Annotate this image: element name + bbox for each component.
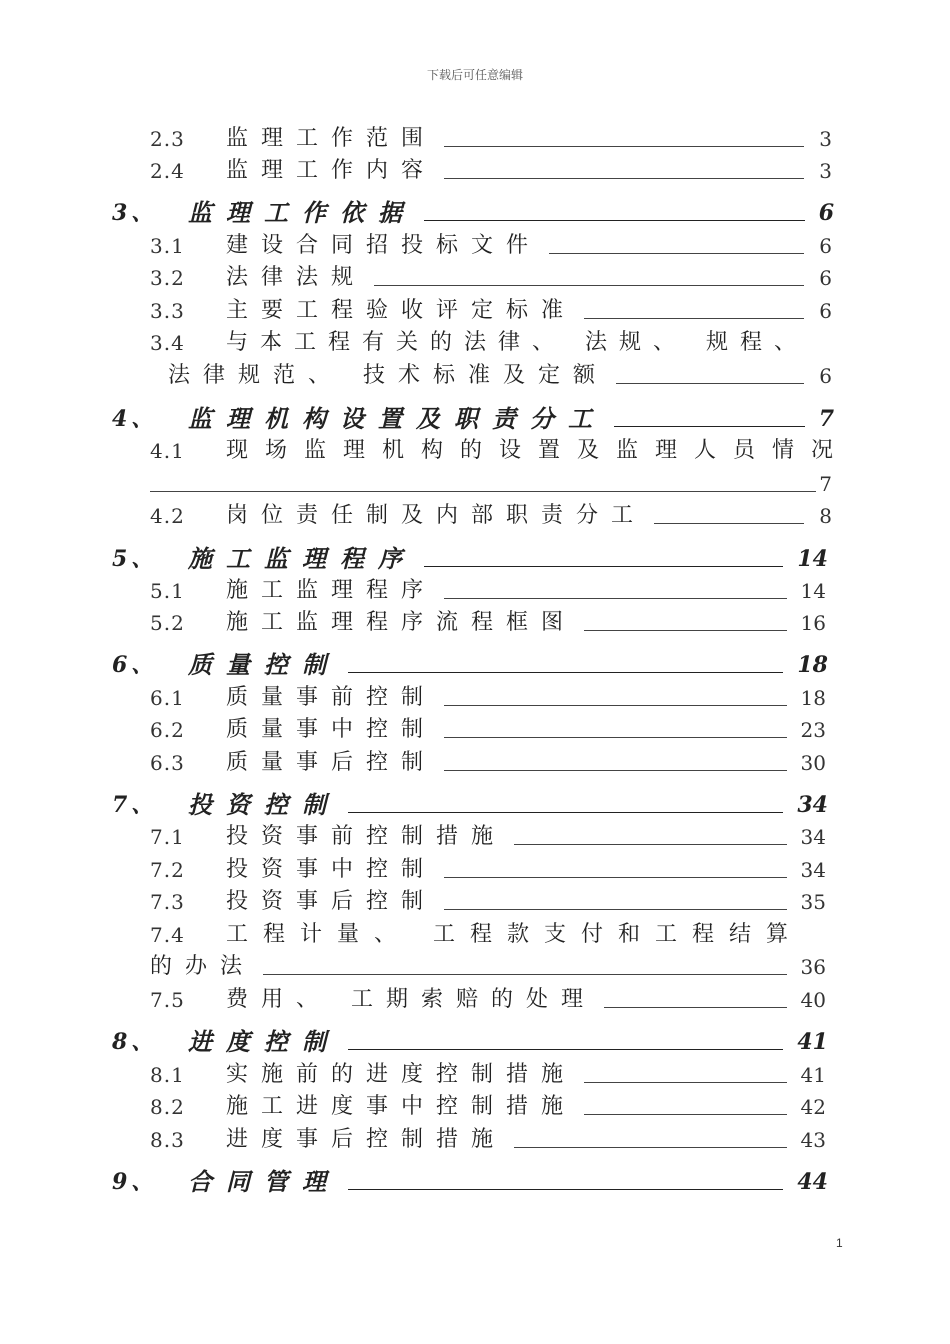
- toc-title: 主要工程验收评定标准: [226, 298, 577, 323]
- toc-page: 7: [819, 472, 832, 496]
- toc-chapter-4[interactable]: [112, 400, 834, 432]
- toc-leader: [263, 973, 787, 975]
- toc-page: 23: [800, 718, 826, 742]
- toc-leader: [424, 219, 805, 221]
- toc-number: 7.4: [150, 923, 185, 947]
- toc-leader: [584, 1113, 787, 1115]
- toc-page: 34: [800, 825, 826, 849]
- toc-page: 6: [819, 364, 832, 388]
- toc-page: 16: [800, 611, 826, 635]
- toc-leader: [584, 629, 787, 631]
- toc-entry-8-3[interactable]: [150, 1121, 826, 1153]
- toc-entry-2-4[interactable]: [150, 152, 832, 184]
- toc-leader: [444, 145, 804, 147]
- toc-page: 35: [800, 890, 826, 914]
- toc-page: 3: [819, 159, 832, 183]
- toc-page: 8: [819, 504, 832, 528]
- toc-leader: [584, 1081, 787, 1083]
- toc-title: 费用、 工期索赔的处理: [226, 987, 596, 1012]
- toc-number: 9、: [112, 1169, 158, 1195]
- toc-title: 施工进度事中控制措施: [226, 1094, 577, 1119]
- toc-entry-3-4[interactable]: [150, 324, 850, 356]
- toc-entry-6-1[interactable]: [150, 679, 826, 711]
- toc-leader: [444, 769, 787, 771]
- toc-leader: [514, 843, 787, 845]
- toc-page: 44: [797, 1169, 828, 1195]
- toc-leader: [444, 597, 787, 599]
- toc-chapter-8[interactable]: [112, 1023, 828, 1055]
- toc-title: 监理机构设置及职责分工: [188, 404, 606, 433]
- toc-number: 7.3: [150, 890, 185, 914]
- toc-number: 5.2: [150, 611, 185, 635]
- toc-number: 5、: [112, 546, 158, 572]
- toc-entry-7-5[interactable]: [150, 981, 826, 1013]
- toc-entry-5-2[interactable]: [150, 604, 826, 636]
- toc-number: 4.1: [150, 439, 185, 463]
- toc-leader: [444, 704, 787, 706]
- toc-title: 建设合同招投标文件: [226, 233, 542, 258]
- toc-number: 6.3: [150, 751, 185, 775]
- toc-page: 30: [800, 751, 826, 775]
- toc-page: 18: [797, 652, 828, 678]
- toc-number: 6.1: [150, 686, 185, 710]
- toc-number: 7.2: [150, 858, 185, 882]
- toc-title-continued: 的办法: [150, 954, 256, 979]
- toc-page: 6: [819, 266, 832, 290]
- toc-title: 施工监理程序: [226, 578, 437, 603]
- toc-number: 7.1: [150, 825, 185, 849]
- toc-leader: [444, 177, 804, 179]
- toc-leader: [348, 811, 783, 813]
- toc-leader: [348, 1188, 783, 1190]
- toc-number: 6.2: [150, 718, 185, 742]
- toc-leader: [348, 671, 783, 673]
- toc-entry-7-2[interactable]: [150, 851, 826, 883]
- toc-page: 41: [800, 1063, 826, 1087]
- toc-entry-6-2[interactable]: [150, 711, 826, 743]
- toc-number: 4、: [112, 406, 158, 432]
- toc-title: 质量控制: [188, 650, 340, 679]
- toc-leader: [348, 1048, 783, 1050]
- toc-number: 3.2: [150, 266, 185, 290]
- toc-title: 现场监理机构的设置及监理人员情况: [226, 438, 851, 463]
- toc-entry-7-1[interactable]: [150, 818, 826, 850]
- toc-number: 6、: [112, 652, 158, 678]
- toc-entry-8-1[interactable]: [150, 1056, 826, 1088]
- toc-title: 质量事中控制: [226, 717, 437, 742]
- toc-number: 4.2: [150, 504, 185, 528]
- toc-title: 监理工作范围: [226, 126, 437, 151]
- toc-chapter-9[interactable]: [112, 1163, 828, 1195]
- toc-entry-8-2[interactable]: [150, 1088, 826, 1120]
- toc-page: 3: [819, 127, 832, 151]
- toc-number: 2.4: [150, 159, 185, 183]
- toc-leader: [584, 317, 804, 319]
- toc-page: 6: [819, 234, 832, 258]
- toc-leader: [150, 490, 816, 492]
- toc-number: 5.1: [150, 579, 185, 603]
- toc-title: 投资事后控制: [226, 889, 437, 914]
- toc-entry-7-4[interactable]: [150, 916, 840, 948]
- toc-entry-3-2[interactable]: [150, 259, 832, 291]
- toc-leader: [654, 522, 804, 524]
- toc-entry-7-4-cont[interactable]: [150, 948, 826, 980]
- toc-leader: [604, 1006, 787, 1008]
- toc-title: 监理工作依据: [188, 198, 416, 227]
- toc-entry-3-3[interactable]: [150, 292, 832, 324]
- toc-number: 3.3: [150, 299, 185, 323]
- toc-entry-7-3[interactable]: [150, 883, 826, 915]
- toc-page: 7: [818, 406, 834, 432]
- toc-number: 3、: [112, 200, 158, 226]
- toc-title: 施工监理程序: [188, 544, 416, 573]
- toc-title: 投资事中控制: [226, 857, 437, 882]
- toc-page: 34: [800, 858, 826, 882]
- toc-entry-4-1-cont[interactable]: [150, 465, 832, 497]
- toc-chapter-3[interactable]: [112, 194, 834, 226]
- toc-leader: [616, 382, 804, 384]
- toc-page: 36: [800, 955, 826, 979]
- toc-leader: [514, 1146, 787, 1148]
- toc-page: 14: [797, 546, 828, 572]
- toc-number: 8.2: [150, 1095, 185, 1119]
- toc-page: 43: [800, 1128, 826, 1152]
- toc-number: 8、: [112, 1029, 158, 1055]
- toc-title: 质量事后控制: [226, 750, 437, 775]
- toc-title-continued: 法律规范、 技术标准及定额: [168, 363, 608, 388]
- toc-leader: [549, 252, 804, 254]
- toc-leader: [424, 565, 783, 567]
- toc-entry-6-3[interactable]: [150, 744, 826, 776]
- toc-entry-2-3[interactable]: [150, 120, 832, 152]
- toc-page: 6: [818, 200, 834, 226]
- toc-leader: [444, 736, 787, 738]
- toc-page: 41: [797, 1029, 828, 1055]
- toc-entry-4-1[interactable]: [150, 432, 850, 464]
- page-header: 下载后可任意编辑: [426, 68, 523, 82]
- toc-leader: [374, 284, 804, 286]
- toc-title: 合同管理: [188, 1167, 340, 1196]
- toc-leader: [444, 908, 787, 910]
- toc-entry-4-2[interactable]: [150, 497, 832, 529]
- toc-page: 34: [797, 792, 828, 818]
- toc-title: 岗位责任制及内部职责分工: [226, 503, 647, 528]
- toc-number: 3.1: [150, 234, 185, 258]
- toc-page: 14: [800, 579, 826, 603]
- toc-entry-3-4-cont[interactable]: [168, 357, 832, 389]
- toc-title: 工程计量、 工程款支付和工程结算: [226, 922, 803, 947]
- toc-entry-3-1[interactable]: [150, 227, 832, 259]
- toc-page: 6: [819, 299, 832, 323]
- toc-leader: [444, 876, 787, 878]
- toc-title: 投资事前控制措施: [226, 824, 507, 849]
- toc-entry-5-1[interactable]: [150, 572, 826, 604]
- toc-title: 质量事前控制: [226, 685, 437, 710]
- page-number: 1: [836, 1236, 843, 1250]
- toc-number: 7、: [112, 792, 158, 818]
- toc-number: 3.4: [150, 331, 185, 355]
- toc-number: 8.1: [150, 1063, 185, 1087]
- toc-page: 42: [800, 1095, 826, 1119]
- toc-page: 18: [800, 686, 826, 710]
- toc-title: 施工监理程序流程框图: [226, 610, 577, 635]
- toc-page: 40: [800, 988, 826, 1012]
- toc-title: 监理工作内容: [226, 158, 437, 183]
- toc-number: 2.3: [150, 127, 185, 151]
- toc-title: 进度控制: [188, 1027, 340, 1056]
- toc-title: 投资控制: [188, 790, 340, 819]
- toc-title: 进度事后控制措施: [226, 1127, 507, 1152]
- toc-chapter-7[interactable]: [112, 786, 828, 818]
- toc-leader: [614, 425, 805, 427]
- toc-title: 法律法规: [226, 265, 367, 290]
- toc-number: 8.3: [150, 1128, 185, 1152]
- toc-title: 实施前的进度控制措施: [226, 1062, 577, 1087]
- toc-title: 与本工程有关的法律、 法规、 规程、: [226, 330, 808, 355]
- toc-chapter-5[interactable]: [112, 540, 828, 572]
- toc-number: 7.5: [150, 988, 185, 1012]
- toc-chapter-6[interactable]: [112, 646, 828, 678]
